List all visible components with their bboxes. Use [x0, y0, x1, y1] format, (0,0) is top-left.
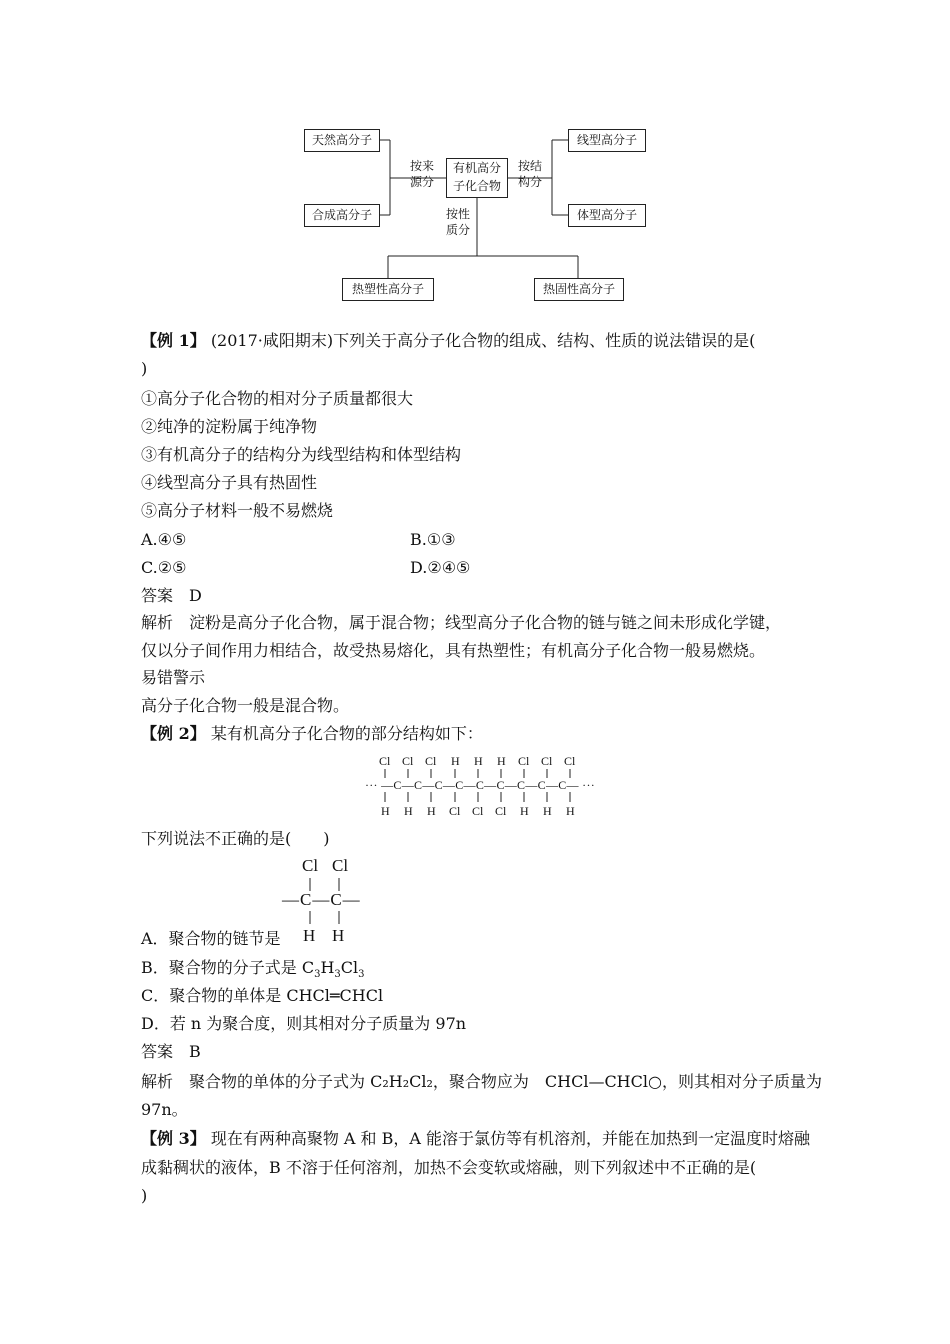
- by-property-label: [442, 206, 474, 238]
- linear-polymer-box: 线型高分子: [568, 129, 646, 152]
- ex1-option-d: D.②④⑤: [410, 558, 471, 577]
- unit-backbone: —C—C—: [282, 890, 361, 909]
- ex3-text-1: 现在有两种高聚物 A 和 B，A 能溶于氯仿等有机溶剂，并能在加热到一定温度时熔融: [210, 1129, 811, 1148]
- ex2-option-b-h: H: [320, 958, 335, 977]
- ex1-item-1: ①高分子化合物的相对分子质量都很大: [141, 389, 414, 408]
- ex2-option-b-sub3: 3: [358, 969, 365, 981]
- center-box-line2: 子化合物: [452, 179, 501, 193]
- ex1-item-5: ⑤高分子材料一般不易燃烧: [141, 501, 334, 520]
- ex2-option-b-sub2: 3: [334, 969, 341, 981]
- chain-top-atom-7: Cl: [518, 754, 530, 768]
- unit-bottom-h-2: H: [332, 926, 345, 945]
- unit-bottom-h-1: H: [303, 926, 316, 945]
- ex1-question-cont: ): [141, 359, 148, 378]
- chain-bottom-atom-8: H: [543, 804, 552, 818]
- ex2-question-text: 某有机高分子化合物的部分结构如下：: [210, 724, 483, 743]
- ex2-option-d: D．若 n 为聚合度，则其相对分子质量为 97n: [141, 1014, 467, 1033]
- unit-top-cl-1: Cl: [302, 856, 319, 875]
- chain-bottom-atoms: [350, 804, 610, 818]
- ex1-option-a: A.④⑤: [141, 530, 187, 549]
- ex1-item-3: ③有机高分子的结构分为线型结构和体型结构: [141, 445, 462, 464]
- ex1-warning-text: 高分子化合物一般是混合物。: [141, 696, 350, 715]
- chain-bottom-atom-1: H: [381, 804, 390, 818]
- ex2-option-c: C．聚合物的单体是 CHCl═CHCl: [141, 986, 384, 1005]
- ex2-tag: 【例 2】: [141, 724, 206, 743]
- thermoset-box: 热固性高分子: [534, 278, 624, 301]
- ex1-warning-title: 易错警示: [141, 668, 206, 687]
- chain-top-atom-8: Cl: [541, 754, 553, 768]
- ex2-ask: 下列说法不正确的是( ): [141, 829, 330, 848]
- by-structure-line1: 按结: [517, 159, 542, 173]
- chain-bottom-atom-7: H: [520, 804, 529, 818]
- by-property-line2: 质分: [445, 223, 470, 237]
- by-source-label: [404, 158, 440, 190]
- ex3-question-3: ): [141, 1186, 148, 1205]
- ex2-option-b: [141, 957, 365, 986]
- ex3-question-2: 成黏稠状的液体，B 不溶于任何溶剂，加热不会变软或熔融，则下列叙述中不正确的是(: [141, 1158, 757, 1177]
- ex1-question: [141, 330, 755, 352]
- chain-bottom-atom-3: H: [427, 804, 436, 818]
- center-box: [446, 158, 508, 198]
- chain-backbone: ··· —C—C—C—C—C—C—C—C—C— ···: [364, 778, 596, 792]
- ex1-question-text: (2017·咸阳期末)下列关于高分子化合物的组成、结构、性质的说法错误的是(: [210, 331, 756, 350]
- network-polymer-box: 体型高分子: [568, 204, 646, 227]
- ex3-tag: 【例 3】: [141, 1129, 206, 1148]
- chain-top-atom-6: H: [497, 754, 506, 768]
- chain-top-atom-2: Cl: [402, 754, 414, 768]
- ex1-item-2: ②纯净的淀粉属于纯净物: [141, 417, 318, 436]
- chain-bottom-atom-9: H: [566, 804, 575, 818]
- ex2-option-b-pre: B．聚合物的分子式是 C: [141, 958, 315, 977]
- chain-bottom-atom-5: Cl: [472, 804, 484, 818]
- ex1-analysis-2: 仅以分子间作用力相结合，故受热易熔化，具有热塑性；有机高分子化合物一般易燃烧。: [141, 641, 766, 660]
- ex1-item-4: ④线型高分子具有热固性: [141, 473, 318, 492]
- chain-top-atom-1: Cl: [379, 754, 391, 768]
- chain-top-atom-4: H: [451, 754, 460, 768]
- chain-top-atom-9: Cl: [564, 754, 576, 768]
- repeat-unit-structure: [282, 856, 372, 948]
- ex1-answer: 答案 D: [141, 586, 202, 605]
- polymer-chain-structure: [350, 752, 610, 822]
- ex2-analysis-1: 解析 聚合物的单体的分子式为 C₂H₂Cl₂，聚合物应为 CHCl—CHCl○，则其相对分子质量为: [141, 1072, 822, 1091]
- chain-bottom-atom-2: H: [404, 804, 413, 818]
- chain-bottom-atom-6: Cl: [495, 804, 507, 818]
- ex2-option-a: A．聚合物的链节是: [141, 929, 281, 948]
- ex2-question: [141, 723, 483, 745]
- chain-top-atom-3: Cl: [425, 754, 437, 768]
- ex3-question-1: [141, 1128, 810, 1150]
- chain-bottom-atom-4: Cl: [449, 804, 461, 818]
- chain-top-atoms: [350, 754, 610, 768]
- by-property-line1: 按性: [445, 207, 470, 221]
- ex1-option-b: B.①③: [410, 530, 456, 549]
- ex1-option-c: C.②⑤: [141, 558, 187, 577]
- ex1-analysis-1: 解析 淀粉是高分子化合物，属于混合物；线型高分子化合物的链与链之间未形成化学键，: [141, 613, 782, 632]
- ex2-answer: 答案 B: [141, 1042, 201, 1061]
- synthetic-polymer-box: 合成高分子: [304, 204, 380, 227]
- by-source-line1: 按来: [409, 159, 434, 173]
- chain-top-atom-5: H: [474, 754, 483, 768]
- ex2-option-b-cl: Cl: [340, 958, 359, 977]
- unit-top-cl-2: Cl: [332, 856, 349, 875]
- natural-polymer-box: 天然高分子: [304, 129, 380, 152]
- ex1-tag: 【例 1】: [141, 331, 206, 350]
- center-box-line1: 有机高分: [452, 161, 501, 175]
- thermoplastic-box: 热塑性高分子: [342, 278, 434, 301]
- ex2-option-b-sub1: 3: [314, 969, 321, 981]
- ex2-analysis-2: 97n。: [141, 1100, 188, 1119]
- by-structure-line2: 构分: [517, 175, 542, 189]
- by-structure-label: [512, 158, 548, 190]
- by-source-line2: 源分: [409, 175, 434, 189]
